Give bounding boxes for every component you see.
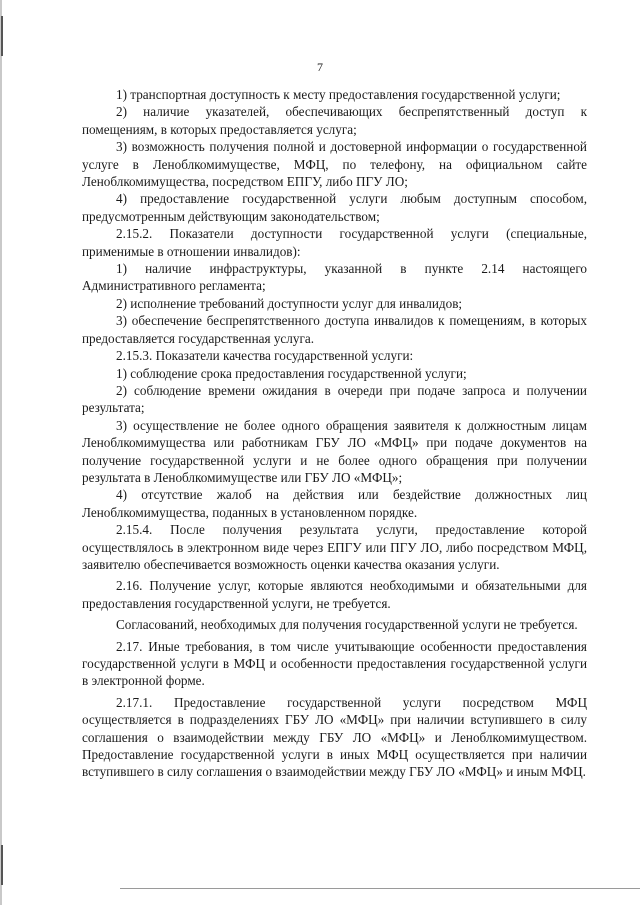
page-number: 7 bbox=[317, 60, 323, 74]
paragraph: 2.15.4. После получения результата услуги, предоставление которой осуществлялось в электронном виде через ЕПГУ или ПГУ ЛО, либо посредством МФЦ, заявителю обеспечивается возможность оценки качества оказания услуги. bbox=[82, 522, 587, 572]
paragraph: Согласований, необходимых для получения государственной услуги не требуется. bbox=[116, 617, 578, 633]
paragraph: 2.16. Получение услуг, которые являются необходимыми и обязательными для предоставления государственной услуги, не требуется. bbox=[82, 578, 587, 611]
paragraph: 4) отсутствие жалоб на действия или бездействие должностных лиц Леноблкомимущества, поданных в установленном порядке. bbox=[82, 487, 587, 520]
paragraph: 3) обеспечение беспрепятственного доступа инвалидов к помещениям, в которых предоставляется государственная услуга. bbox=[82, 313, 587, 346]
paragraph: 4) предоставление государственной услуги любым доступным способом, предусмотренным действующим законодательством; bbox=[82, 191, 587, 224]
scan-mark bbox=[1, 845, 3, 885]
paragraph: 3) возможность получения полной и достоверной информации о государственной услуге в Леноблкомимуществе, МФЦ, по телефону, на официальном сайте Леноблкомимущества, посредством ЕПГУ, либо ПГУ ЛО; bbox=[82, 139, 587, 190]
scan-bottom-line bbox=[120, 888, 640, 889]
paragraph: 1) транспортная доступность к месту предоставления государственной услуги; bbox=[116, 87, 561, 102]
paragraph: 2.17. Иные требования, в том числе учитывающие особенности предоставления государственной услуги в МФЦ и особенности предоставления государственной услуги в электронной форме. bbox=[82, 638, 587, 689]
paragraph: 2.15.2. Показатели доступности государственной услуги (специальные, применимые в отношении инвалидов): bbox=[82, 226, 587, 259]
paragraph: 2.17.1. Предоставление государственной услуги посредством МФЦ осуществляется в подразделениях ГБУ ЛО «МФЦ» при наличии вступившего в силу соглашения о взаимодействии между ГБУ ЛО «МФЦ» и Леноблкомимуществом. Предоставление государственной услуги в иных МФЦ осуществляется при наличии вступившего в силу соглашения о взаимодействии между ГБУ ЛО «МФЦ» и иным МФЦ. bbox=[82, 694, 587, 780]
paragraph: 2) соблюдение времени ожидания в очереди при подаче запроса и получении результата; bbox=[82, 382, 587, 416]
paragraph: 2) исполнение требований доступности услуг для инвалидов; bbox=[116, 295, 463, 311]
paragraph: 1) соблюдение срока предоставления государственной услуги; bbox=[116, 365, 467, 381]
paragraph: 2) наличие указателей, обеспечивающих беспрепятственный доступ к помещениям, в которых предоставляется услуга; bbox=[82, 104, 587, 137]
document-body bbox=[82, 86, 587, 781]
paragraph: 3) осуществление не более одного обращения заявителя к должностным лицам Леноблкомимущества или работникам ГБУ ЛО «МФЦ» при подаче документов на получение государственной услуги и не более одного обращения при получении результата в Леноблкомимуществе или ГБУ ЛО «МФЦ»; bbox=[82, 417, 587, 485]
scan-edge bbox=[0, 0, 2, 905]
paragraph: 2.15.3. Показатели качества государственной услуги: bbox=[116, 348, 414, 364]
paragraph: 1) наличие инфраструктуры, указанной в пункте 2.14 настоящего Административного регламента; bbox=[82, 261, 587, 294]
scan-mark bbox=[1, 16, 3, 56]
